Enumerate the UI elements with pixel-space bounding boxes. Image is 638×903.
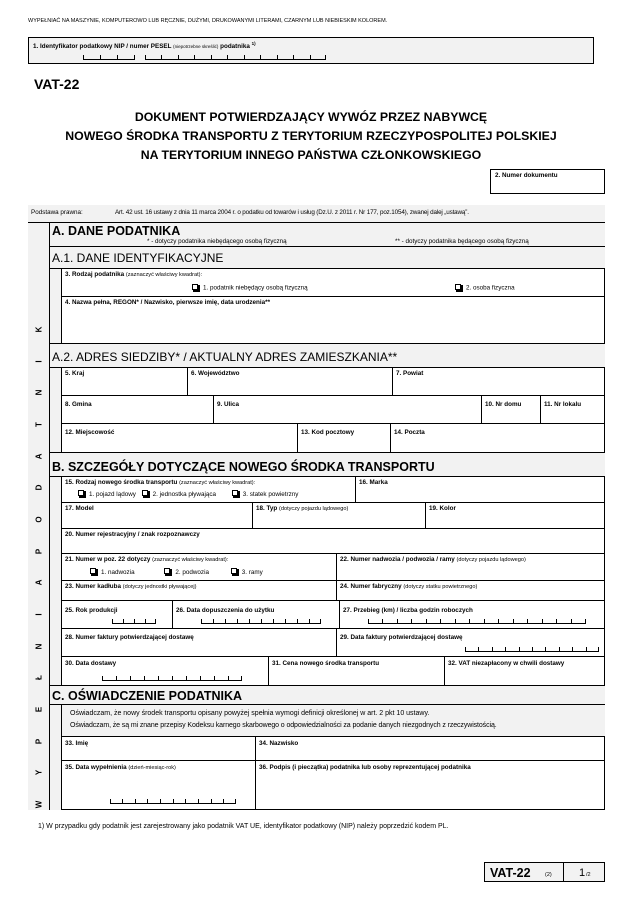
house-number-field[interactable] bbox=[482, 396, 541, 423]
invoice-date-field[interactable] bbox=[337, 629, 605, 656]
factory-number-field[interactable] bbox=[337, 581, 605, 600]
footer-form-code: VAT-22 bbox=[490, 866, 531, 880]
section-a-note-1: * - dotyczy podatnika niebędącego osobą fizyczną bbox=[147, 238, 287, 245]
vin-label: 22. Numer nadwozia / podwozia / ramy bbox=[340, 556, 455, 563]
section-a1-title: A.1. DANE IDENTYFIKACYJNE bbox=[52, 251, 224, 265]
legal-basis-row bbox=[28, 205, 605, 223]
price-field[interactable] bbox=[269, 657, 445, 685]
type-note: (dotyczy pojazdu lądowego) bbox=[278, 506, 349, 512]
delivery-date-label: 30. Data dostawy bbox=[65, 660, 117, 667]
b-row-8 bbox=[62, 657, 605, 685]
hull-number-label: 23. Numer kadłuba bbox=[65, 583, 121, 590]
color-label: 19. Kolor bbox=[429, 505, 456, 512]
last-name-label: 34. Nazwisko bbox=[259, 740, 299, 747]
statements bbox=[62, 705, 605, 737]
taxpayer-id-tail: podatnika bbox=[220, 43, 250, 51]
fill-instruction: WYPEŁNIAĆ NA MASZYNIE, KOMPUTEROWO LUB RĘCZNIE, DUŻYMI, DRUKOWANYMI LITERAMI, CZARNYM LUB NIEBIESKIM KOLOREM. bbox=[28, 18, 388, 24]
taxpayer-type-field[interactable] bbox=[62, 269, 605, 297]
year-comb bbox=[112, 618, 156, 624]
footer-form-code-box bbox=[484, 862, 564, 882]
side-letter: K bbox=[34, 326, 44, 333]
footer-page-box bbox=[564, 862, 605, 882]
date-comb bbox=[102, 675, 242, 681]
option-land-vehicle[interactable] bbox=[78, 491, 136, 498]
taxpayer-id-field[interactable] bbox=[28, 37, 594, 64]
street-label: 9. Ulica bbox=[217, 401, 240, 408]
checkbox-icon[interactable] bbox=[164, 568, 172, 576]
color-field[interactable] bbox=[426, 503, 605, 528]
side-letter: A bbox=[34, 453, 44, 460]
side-letter: P bbox=[34, 738, 44, 744]
type-label: 18. Typ bbox=[256, 505, 278, 512]
section-a-title: A. DANE PODATNIKA bbox=[52, 224, 181, 238]
date-comb bbox=[465, 646, 599, 652]
vin-note: (dotyczy pojazdu lądowego) bbox=[456, 557, 526, 563]
address-row-1 bbox=[62, 368, 605, 396]
first-name-label: 33. Imię bbox=[65, 740, 89, 747]
side-letter: E bbox=[34, 706, 44, 713]
signature-label: 36. Podpis (i pieczątka) podatnika lub osoby reprezentującej podatnika bbox=[259, 764, 471, 771]
registration-number-field[interactable] bbox=[62, 529, 605, 554]
checkbox-icon[interactable] bbox=[142, 490, 150, 498]
postal-code-field[interactable] bbox=[298, 424, 391, 452]
country-field[interactable] bbox=[62, 368, 188, 395]
delivery-date-field[interactable] bbox=[62, 657, 269, 685]
municipality-label: 8. Gmina bbox=[65, 401, 92, 408]
option-label: 1. nadwozia bbox=[101, 568, 135, 576]
c-row-names bbox=[62, 737, 605, 761]
legal-basis-text: Art. 42 ust. 16 ustawy z dnia 11 marca 2004 r. o podatku od towarów i usług (Dz.U. z 2011 r. Nr 177, poz.1054), zwanej dalej „ustawą”. bbox=[115, 209, 469, 216]
b-row-7 bbox=[62, 629, 605, 657]
option-chassis[interactable] bbox=[164, 569, 209, 576]
vehicle-kind-note: (zaznaczyć właściwy kwadrat): bbox=[179, 480, 256, 486]
statement-1: Oświadczam, że nowy środek transportu opisany powyżej spełnia wymogi definicji określonej w art. 2 pkt 10 ustawy. bbox=[70, 710, 430, 717]
footnote: 1) W przypadku gdy podatnik jest zarejestrowany jako podatnik VAT UE, identyfikator podatkowy (NIP) należy poprzedzić kodem PL. bbox=[38, 823, 449, 830]
checkbox-icon[interactable] bbox=[78, 490, 86, 498]
make-field[interactable] bbox=[356, 477, 605, 502]
vat-unpaid-field[interactable] bbox=[445, 657, 605, 685]
registration-number-label: 20. Numer rejestracyjny / znak rozpoznawczy bbox=[65, 531, 200, 538]
vat-unpaid-label: 32. VAT niezapłacony w chwili dostawy bbox=[448, 660, 565, 667]
option-label: 1. pojazd lądowy bbox=[89, 490, 136, 498]
side-letter: N bbox=[34, 643, 44, 650]
voivodeship-label: 6. Województwo bbox=[191, 370, 240, 377]
address-row-3 bbox=[62, 424, 605, 452]
post-office-field[interactable] bbox=[391, 424, 605, 452]
signature-field[interactable] bbox=[256, 761, 605, 810]
street-field[interactable] bbox=[214, 396, 482, 423]
full-name-label: 4. Nazwa pełna, REGON* / Nazwisko, pierwsze imię, data urodzenia** bbox=[65, 299, 271, 306]
option-watercraft[interactable] bbox=[142, 491, 216, 498]
postal-code-label: 13. Kod pocztowy bbox=[301, 429, 355, 436]
section-b-title: B. SZCZEGÓŁY DOTYCZĄCE NOWEGO ŚRODKA TRANSPORTU bbox=[52, 460, 435, 474]
document-title bbox=[28, 108, 594, 165]
option-non-natural-person[interactable] bbox=[192, 284, 308, 292]
city-field[interactable] bbox=[62, 424, 298, 452]
section-c-header bbox=[50, 685, 605, 705]
mileage-field[interactable] bbox=[340, 601, 605, 628]
option-aircraft[interactable] bbox=[232, 491, 299, 498]
a2-indent bbox=[50, 368, 62, 452]
side-letter: I bbox=[34, 360, 44, 363]
taxpayer-type-label: 3. Rodzaj podatnika bbox=[65, 271, 125, 278]
c-row-sign bbox=[62, 761, 605, 810]
post-office-label: 14. Poczta bbox=[394, 429, 425, 436]
apartment-number-field[interactable] bbox=[541, 396, 605, 423]
option-label: 1. podatnik niebędący osobą fizyczną bbox=[203, 284, 308, 292]
title-line-2: NOWEGO ŚRODKA TRANSPORTU Z TERYTORIUM RZECZYPOSPOLITEJ POLSKIEJ bbox=[65, 129, 557, 143]
mileage-label: 27. Przebieg (km) / liczba godzin roboczych bbox=[343, 607, 473, 614]
first-name-field[interactable] bbox=[62, 737, 256, 760]
section-a-header bbox=[50, 223, 605, 247]
side-letter: N bbox=[34, 389, 44, 396]
pesel-comb bbox=[145, 54, 326, 60]
taxpayer-id-note: (niepotrzebne skreślić) bbox=[173, 44, 219, 50]
admission-date-label: 26. Data dopuszczenia do użytku bbox=[176, 607, 275, 614]
model-label: 17. Model bbox=[65, 505, 94, 512]
date-comb bbox=[110, 798, 236, 804]
statement-2: Oświadczam, że są mi znane przepisy Kodeksu karnego skarbowego o odpowiedzialności za podanie danych niezgodnych z rzeczywistością. bbox=[70, 722, 497, 729]
option-label: 3. ramy bbox=[241, 568, 263, 576]
hull-number-field[interactable] bbox=[62, 581, 337, 600]
make-label: 16. Marka bbox=[359, 479, 388, 486]
number-relates-label: 21. Numer w poz. 22 dotyczy bbox=[65, 556, 151, 563]
option-label: 2. jednostka pływająca bbox=[152, 490, 217, 498]
checkbox-icon[interactable] bbox=[232, 490, 240, 498]
voivodeship-field[interactable] bbox=[188, 368, 393, 395]
b-row-5 bbox=[62, 581, 605, 601]
side-letter: Ł bbox=[34, 675, 44, 681]
mileage-comb bbox=[368, 618, 586, 624]
side-letter: P bbox=[34, 548, 44, 554]
production-year-label: 25. Rok produkcji bbox=[65, 607, 118, 614]
last-name-field[interactable] bbox=[256, 737, 605, 760]
invoice-number-label: 28. Numer faktury potwierdzającej dostawę bbox=[65, 634, 194, 641]
admission-date-field[interactable] bbox=[173, 601, 340, 628]
checkbox-icon[interactable] bbox=[90, 568, 98, 576]
factory-number-label: 24. Numer fabryczny bbox=[340, 583, 402, 590]
footer-form-version: (2) bbox=[545, 872, 552, 878]
side-letter: A bbox=[34, 579, 44, 586]
hull-number-note: (dotyczy jednostki pływającej) bbox=[122, 584, 197, 590]
factory-number-note: (dotyczy statku powietrznego) bbox=[403, 584, 478, 590]
fill-date-field[interactable] bbox=[62, 761, 256, 810]
b-indent bbox=[50, 477, 62, 685]
invoice-number-field[interactable] bbox=[62, 629, 337, 656]
checkbox-icon[interactable] bbox=[231, 568, 239, 576]
taxpayer-type-note: (zaznaczyć właściwy kwadrat): bbox=[125, 272, 203, 278]
section-c-title: C. OŚWIADCZENIE PODATNIKA bbox=[52, 689, 243, 703]
side-letter: T bbox=[34, 422, 44, 427]
invoice-date-label: 29. Data faktury potwierdzającej dostawę bbox=[340, 634, 463, 641]
option-body[interactable] bbox=[90, 569, 135, 576]
house-number-label: 10. Nr domu bbox=[485, 401, 522, 408]
side-letter: I bbox=[34, 613, 44, 616]
side-letter: D bbox=[34, 484, 44, 491]
price-label: 31. Cena nowego środka transportu bbox=[272, 660, 380, 667]
model-field[interactable] bbox=[62, 503, 253, 528]
footer-page-number: 1 bbox=[579, 867, 586, 879]
b-row-2 bbox=[62, 503, 605, 529]
section-a2-header bbox=[50, 343, 605, 368]
vin-field[interactable] bbox=[337, 554, 605, 580]
checkbox-icon[interactable] bbox=[455, 284, 463, 292]
checkbox-icon[interactable] bbox=[192, 284, 200, 292]
fill-date-note: (dzień-miesiąc-rok) bbox=[128, 765, 176, 771]
option-natural-person[interactable] bbox=[455, 284, 515, 292]
vehicle-kind-label: 15. Rodzaj nowego środka transportu bbox=[65, 479, 178, 486]
footnote-ref: 1) bbox=[251, 41, 256, 46]
side-letter: W bbox=[34, 800, 44, 809]
section-a-note-2: ** - dotyczy podatnika będącego osobą fizyczną bbox=[395, 238, 529, 245]
section-a2-title: A.2. ADRES SIEDZIBY* / AKTUALNY ADRES ZAMIESZKANIA** bbox=[52, 350, 398, 364]
c-indent bbox=[50, 705, 62, 810]
title-line-3: NA TERYTORIUM INNEGO PAŃSTWA CZŁONKOWSKIEGO bbox=[140, 148, 482, 162]
number-relates-field[interactable] bbox=[62, 554, 337, 580]
municipality-field[interactable] bbox=[62, 396, 214, 423]
option-frame[interactable] bbox=[231, 569, 263, 576]
b-row-4 bbox=[62, 554, 605, 581]
production-year-field[interactable] bbox=[62, 601, 173, 628]
city-label: 12. Miejscowość bbox=[65, 429, 115, 436]
footer-page-total: /2 bbox=[586, 872, 591, 878]
option-label: 2. podwozia bbox=[175, 568, 209, 576]
section-b-header bbox=[50, 452, 605, 477]
number-relates-note: (zaznaczyć właściwy kwadrat): bbox=[152, 557, 229, 563]
title-line-1: DOKUMENT POTWIERDZAJĄCY WYWÓZ PRZEZ NABYWCĘ bbox=[134, 110, 488, 124]
a1-indent bbox=[50, 269, 62, 343]
full-name-field[interactable] bbox=[62, 297, 605, 343]
section-a1-header bbox=[50, 247, 605, 269]
side-letter: O bbox=[34, 516, 44, 523]
document-number-field[interactable] bbox=[490, 169, 605, 194]
county-field[interactable] bbox=[393, 368, 605, 395]
country-label: 5. Kraj bbox=[65, 370, 85, 377]
b-row-1 bbox=[62, 477, 605, 503]
address-row-2 bbox=[62, 396, 605, 424]
taxpayer-id-label: 1. Identyfikator podatkowy NIP / numer PESEL bbox=[33, 43, 172, 51]
option-label: 3. statek powietrzny bbox=[242, 490, 299, 498]
b-row-6 bbox=[62, 601, 605, 629]
apartment-number-label: 11. Nr lokalu bbox=[544, 401, 582, 408]
nip-comb bbox=[83, 54, 135, 60]
document-number-label: 2. Numer dokumentu bbox=[495, 172, 558, 179]
date-comb bbox=[201, 618, 321, 624]
form-code: VAT-22 bbox=[34, 76, 80, 92]
type-field[interactable] bbox=[253, 503, 426, 528]
side-letter: Y bbox=[34, 770, 44, 776]
legal-basis-label: Podstawa prawna: bbox=[31, 209, 83, 216]
option-label: 2. osoba fizyczna bbox=[466, 284, 515, 292]
vehicle-kind-field[interactable] bbox=[62, 477, 356, 502]
fill-date-label: 35. Data wypełnienia bbox=[65, 764, 127, 771]
county-label: 7. Powiat bbox=[396, 370, 424, 377]
